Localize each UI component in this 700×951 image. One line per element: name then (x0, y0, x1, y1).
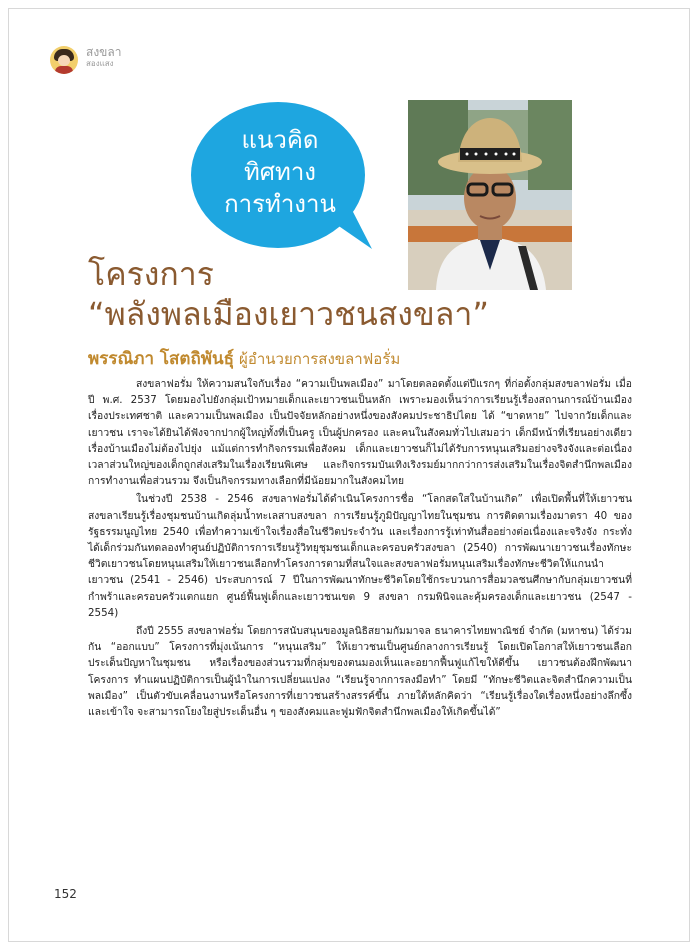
byline (88, 345, 648, 372)
section-title: สงขลา (86, 45, 122, 59)
speech-bubble (190, 102, 370, 252)
bubble-line: การทำงาน (224, 190, 336, 218)
article-title (88, 254, 628, 334)
bubble-line: แนวคิด (241, 126, 319, 154)
paragraph: ในช่วงปี 2538 - 2546 สงขลาฟอรั่มได้ดำเนินโครงการชื่อ “โลกสดใสในบ้านเกิด” เพื่อเปิดพื้นที่ให้เยาวชนสงขลาเรียนรู้เรื่องชุมชนบ้านเกิดลุ่มน้ำทะเลสาบสงขลา การเรียนรู้ภูมิปัญญาไทยในชุมชน การติดตามเรื่องมาตรา 40 ของรัฐธรรมนูญไทย 2540 เพื่อทำความเข้าใจเรื่องสื่อในชีวิตประจำวัน และเรื่องการรู้เท่าทันสื่ออย่างต่อเนื่องและจริงจัง กระทั่งได้เด็กร่วมกันทดลองทำศูนย์ปฏิบัติการการเรียนรู้วิทยุชุมชนเด็กและครอบครัวสงขลา (2540) การพัฒนาเยาวชนเรื่องทักษะชีวิตเยาวชนโดยหนุนเสริมให้เยาวชนเลือกทำโครงการตามที่สนใจและสงขลาฟอรั่มหนุนเสริมเรื่องทักษะชีวิตให้แกนนำเยาวชน (2541 - 2546) ประสบการณ์ 7 ปีในการพัฒนาทักษะชีวิตโดยใช้กระบวนการสื่อมวลชนศึกษากับกลุ่มเยาวชนที่กำพร้าและครอบครัวแตกแยก ศูนย์ฟื้นฟูเด็กและเยาวชนเขต 9 สงขลา กรมพินิจและคุ้มครองเด็กและเยาวชน (2547 - 2554) (88, 493, 632, 619)
section-label (86, 46, 166, 69)
author-role: ผู้อำนวยการสงขลาฟอรั่ม (239, 350, 401, 368)
author-name: พรรณิภา โสตถิพันธุ์ (88, 349, 234, 369)
title-line-2: “พลังพลเมืองเยาวชนสงขลา” (88, 295, 489, 333)
bubble-text (190, 124, 370, 220)
section-subtitle: สองแสง (86, 59, 114, 68)
page-number: 152 (54, 887, 77, 901)
paragraph: ถึงปี 2555 สงขลาฟอรั่ม โดยการสนับสนุนของมูลนิธิสยามกัมมาจล ธนาคารไทยพาณิชย์ จำกัด (มหาชน) ได้ร่วมกัน “ออกแบบ” โครงการที่มุ่งเน้นการ “หนุนเสริม” ให้เยาวชนเป็นศูนย์กลางการเรียนรู้ โดยเปิดโอกาสให้เยาวชนเลือกประเด็นปัญหาในชุมชน หรือเรื่องของส่วนรวมที่กลุ่มของตนมองเห็นและอยากฟื้นฟูแก้ไขให้ดีขึ้น เยาวชนต้องฝึกพัฒนาโครงการ ทำแผนปฏิบัติการเป็นผู้นำในการเปลี่ยนแปลง “เรียนรู้จากการลงมือทำ” โดยมี “ทักษะชีวิตและจิตสำนึกความเป็นพลเมือง” เป็นตัวขับเคลื่อนงานหรือโครงการที่เยาวชนสร้างสรรค์ขึ้น ภายใต้หลักคิดว่า “เรียนรู้เรื่องใดเรื่องหนึ่งอย่างลึกซึ้งและเข้าใจ จะสามารถโยงใยสู่ประเด็นอื่น ๆ ของสังคมและฟูมฟักจิตสำนึกพลเมืองให้เกิดขึ้นได้” (88, 625, 632, 719)
mascot-avatar-icon (50, 46, 78, 74)
article-body (88, 376, 632, 722)
title-line-1: โครงการ (88, 255, 214, 293)
bubble-line: ทิศทาง (243, 158, 317, 186)
paragraph: สงขลาฟอรั่ม ให้ความสนใจกับเรื่อง “ความเป็นพลเมือง” มาโดยตลอดตั้งแต่ปีแรกๆ ที่ก่อตั้งกลุ่มสงขลาฟอรั่ม เมื่อปี พ.ศ. 2537 โดยมองไปยังกลุ่มเป้าหมายเด็กและเยาวชนเป็นหลัก เพราะมองเห็นว่าการเรียนรู้เรื่องสถานการณ์บ้านเมือง เรื่องประเทศชาติ และความเป็นพลเมือง เป็นปัจจัยหลักอย่างหนึ่งของสังคมประชาธิปไตย ได้ “ขาดหาย” ไปจากวัยเด็กและเยาวชน เราจะได้ยินได้ฟังจากปากผู้ใหญ่ทั้งที่เป็นครู เป็นผู้ปกครอง และคนในสังคมทั่วไปเสมอว่า เด็กมีหน้าที่เรียนอย่างเดียว เรื่องบ้านเมืองไม่ต้องไปยุ่ง แม้แต่การทำกิจกรรมเพื่อสังคม เด็กและเยาวชนก็ไม่ได้รับการหนุนเสริมอย่างจริงจังและต่อเนื่อง เวลาส่วนใหญ่ของเด็กถูกส่งเสริมในเรื่องเรียนพิเศษ และกิจกรรมบันเทิงเริงรมย์มากกว่าการส่งเสริมในเรื่องจิตสำนึกพลเมือง การทำงานเพื่อส่วนรวม จึงเป็นกิจกรรมทางเลือกที่มีน้อยมากในสังคมไทย (88, 378, 632, 488)
